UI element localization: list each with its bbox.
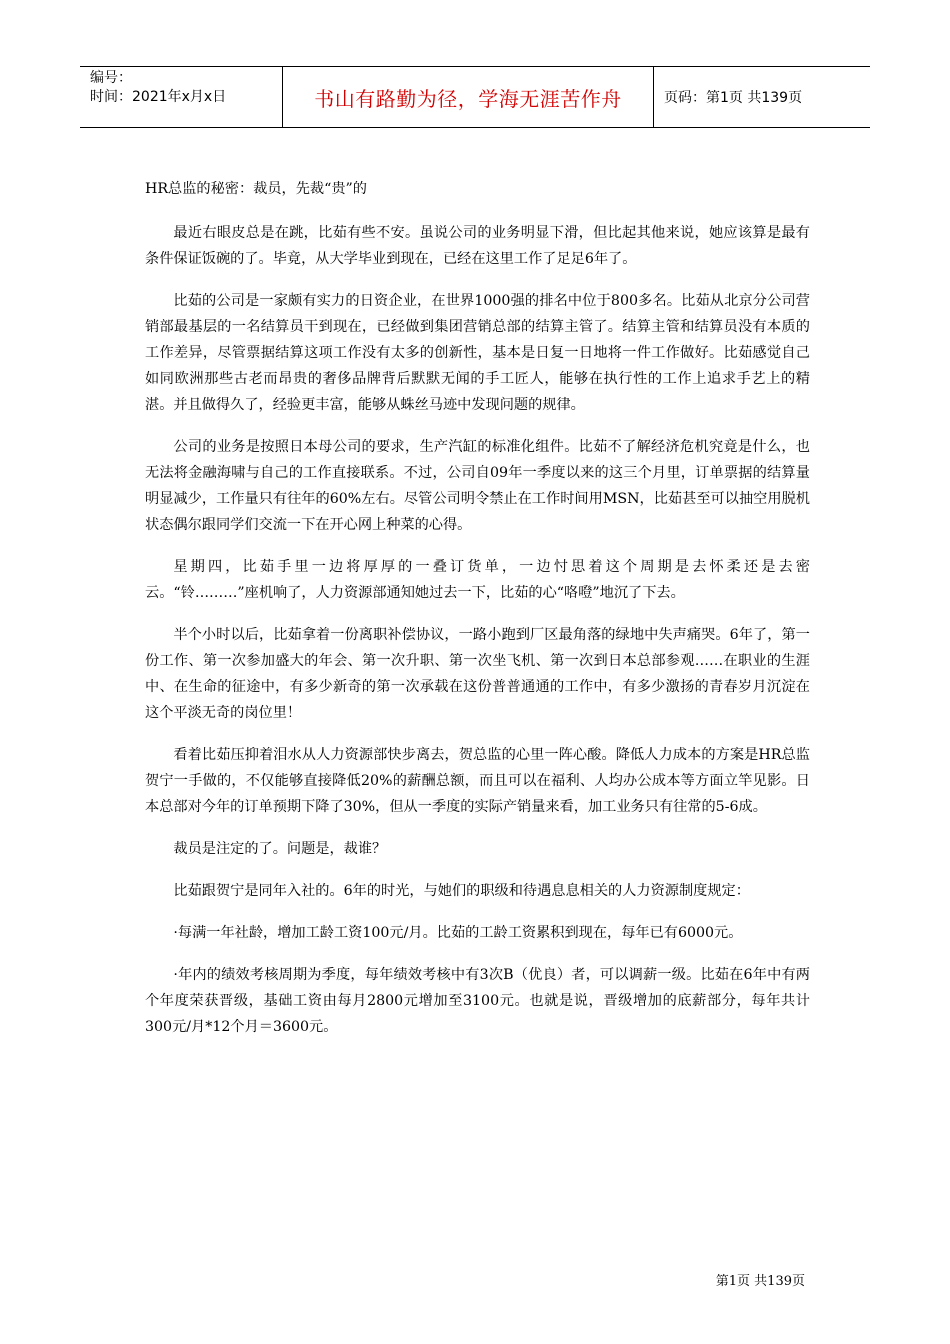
header-page-number: 页码：第1页 共139页	[664, 90, 803, 106]
paragraph: 比茹的公司是一家颇有实力的日资企业，在世界1000强的排名中位于800多名。比茹从北京分公司营销部最基层的一名结算员干到现在，已经做到集团营销总部的结算主管了。结算主管和结算员没有本质的工作差异，尽管票据结算这项工作没有太多的创新性，基本是日复一日地将一件工作做好。比茹感觉自己如同欧洲那些古老而昂贵的奢侈品牌背后默默无闻的手工匠人，能够在执行性的工作上追求手艺上的精湛。并且做得久了，经验更丰富，能够从蛛丝马迹中发现问题的规律。	[145, 293, 810, 413]
article-title: HR总监的秘密：裁员，先裁“贵”的	[145, 181, 367, 197]
bullet-paragraph: ·年内的绩效考核周期为季度，每年绩效考核中有3次B（优良）者，可以调薪一级。比茹在6年中有两个年度荣获晋级，基础工资由每月2800元增加至3100元。也就是说，晋级增加的底薪部分，每年共计300元/月*12个月＝3600元。	[145, 967, 810, 1035]
header-meta	[80, 67, 282, 127]
paragraph: 看着比茹压抑着泪水从人力资源部快步离去，贺总监的心里一阵心酸。降低人力成本的方案是HR总监贺宁一手做的，不仅能够直接降低20%的薪酬总额，而且可以在福利、人均办公成本等方面立竿见影。日本总部对今年的订单预期下降了30%，但从一季度的实际产销量来看，加工业务只有往常的5-6成。	[145, 747, 810, 815]
header-motto: 书山有路勤为径，学海无涯苦作舟	[282, 67, 654, 127]
paragraph: 比茹跟贺宁是同年入社的。6年的时光，与她们的职级和待遇息息相关的人力资源制度规定：	[173, 883, 750, 899]
article-body	[145, 176, 810, 1056]
page-footer: 第1页 共139页	[715, 1274, 805, 1289]
paragraph: 裁员是注定的了。问题是，裁谁？	[173, 841, 387, 857]
paragraph: 半个小时以后，比茹拿着一份离职补偿协议，一路小跑到厂区最角落的绿地中失声痛哭。6年了，第一份工作、第一次参加盛大的年会、第一次升职、第一次坐飞机、第一次到日本总部参观……在职业的生涯中、在生命的征途中，有多少新奇的第一次承载在这份普普通通的工作中，有多少激扬的青春岁月沉淀在这个平淡无奇的岗位里！	[145, 627, 810, 721]
paragraph: 星期四，比茹手里一边将厚厚的一叠订货单，一边忖思着这个周期是去怀柔还是去密云。“铃………”座机响了，人力资源部通知她过去一下，比茹的心“咯噔”地沉了下去。	[145, 559, 810, 601]
header-number: 编号：	[90, 70, 132, 86]
page-header	[80, 66, 870, 128]
bullet-paragraph: ·每满一年社龄，增加工龄工资100元/月。比茹的工龄工资累积到现在，每年已有6000元。	[173, 925, 743, 941]
header-date: 时间：2021年x月x日	[90, 89, 227, 105]
paragraph: 公司的业务是按照日本母公司的要求，生产汽缸的标准化组件。比茹不了解经济危机究竟是什么，也无法将金融海啸与自己的工作直接联系。不过，公司自09年一季度以来的这三个月里，订单票据的结算量明显减少，工作量只有往年的60%左右。尽管公司明令禁止在工作时间用MSN，比茹甚至可以抽空用脱机状态偶尔跟同学们交流一下在开心网上种菜的心得。	[145, 439, 810, 533]
paragraph: 最近右眼皮总是在跳，比茹有些不安。虽说公司的业务明显下滑，但比起其他来说，她应该算是最有条件保证饭碗的了。毕竟，从大学毕业到现在，已经在这里工作了足足6年了。	[145, 225, 810, 267]
